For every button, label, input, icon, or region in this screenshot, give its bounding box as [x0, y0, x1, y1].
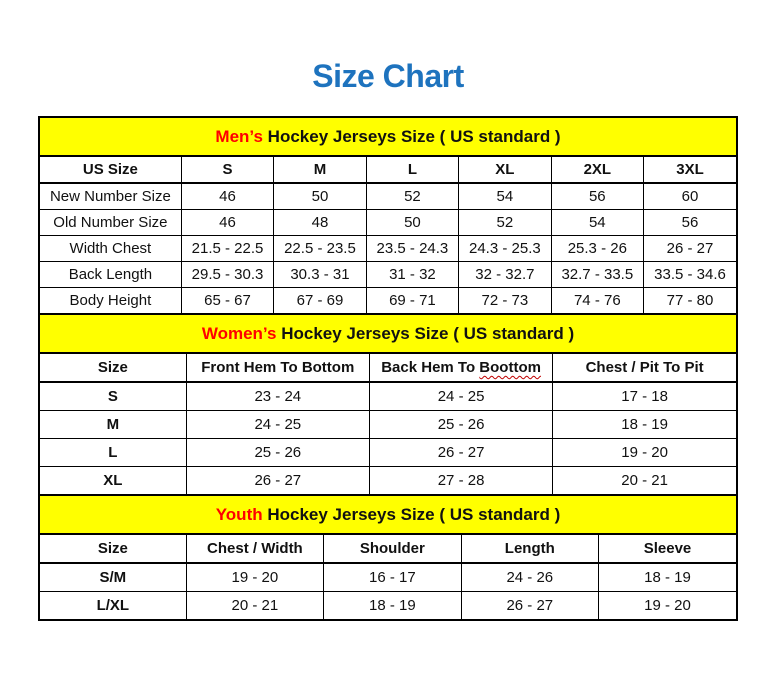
youth-band-text: Hockey Jerseys Size ( US standard ) — [262, 505, 561, 524]
size-value-cell: 72 - 73 — [459, 287, 551, 313]
size-value-cell: 50 — [274, 183, 366, 209]
size-value-cell: 26 - 27 — [369, 438, 552, 466]
table-row — [40, 591, 736, 619]
size-value-cell: 25 - 26 — [186, 438, 369, 466]
misspelled-word: Boottom — [479, 359, 541, 376]
column-header: US Size — [40, 157, 181, 183]
size-value-cell: 25 - 26 — [369, 410, 552, 438]
table-row — [40, 382, 736, 410]
size-value-cell: 24.3 - 25.3 — [459, 235, 551, 261]
row-label: L — [40, 438, 186, 466]
youth-size-table — [40, 535, 736, 619]
size-value-cell: 21.5 - 22.5 — [181, 235, 273, 261]
column-header: Length — [461, 535, 598, 563]
size-value-cell: 24 - 25 — [369, 382, 552, 410]
row-label: Old Number Size — [40, 209, 181, 235]
row-label: Back Length — [40, 261, 181, 287]
size-value-cell: 56 — [644, 209, 736, 235]
size-value-cell: 56 — [551, 183, 643, 209]
size-value-cell: 20 - 21 — [553, 466, 736, 494]
size-value-cell: 24 - 25 — [186, 410, 369, 438]
size-value-cell: 18 - 19 — [599, 563, 736, 591]
column-header-text: Back Hem To — [381, 359, 480, 376]
column-header: 2XL — [551, 157, 643, 183]
size-value-cell: 18 - 19 — [324, 591, 461, 619]
table-row — [40, 183, 736, 209]
size-value-cell: 60 — [644, 183, 736, 209]
size-value-cell: 69 - 71 — [366, 287, 458, 313]
size-value-cell: 26 - 27 — [186, 466, 369, 494]
size-value-cell: 19 - 20 — [553, 438, 736, 466]
row-label: Body Height — [40, 287, 181, 313]
mens-band-text: Hockey Jerseys Size ( US standard ) — [262, 127, 561, 146]
mens-band-highlight: Men’s — [215, 127, 263, 146]
row-label: S — [40, 382, 186, 410]
column-header: Chest / Width — [186, 535, 323, 563]
size-value-cell: 29.5 - 30.3 — [181, 261, 273, 287]
table-row — [40, 466, 736, 494]
size-value-cell: 23.5 - 24.3 — [366, 235, 458, 261]
size-value-cell: 17 - 18 — [553, 382, 736, 410]
table-row — [40, 209, 736, 235]
column-header: L — [366, 157, 458, 183]
womens-band-text: Hockey Jerseys Size ( US standard ) — [276, 324, 575, 343]
row-label: New Number Size — [40, 183, 181, 209]
size-chart-container — [38, 116, 738, 621]
column-header: Shoulder — [324, 535, 461, 563]
size-value-cell: 19 - 20 — [186, 563, 323, 591]
mens-section-header — [40, 118, 736, 157]
table-row — [40, 261, 736, 287]
size-value-cell: 20 - 21 — [186, 591, 323, 619]
row-label: Width Chest — [40, 235, 181, 261]
size-value-cell: 26 - 27 — [461, 591, 598, 619]
size-value-cell: 30.3 - 31 — [274, 261, 366, 287]
table-row — [40, 287, 736, 313]
size-value-cell: 32.7 - 33.5 — [551, 261, 643, 287]
column-header: XL — [459, 157, 551, 183]
size-value-cell: 33.5 - 34.6 — [644, 261, 736, 287]
column-header: Sleeve — [599, 535, 736, 563]
page-title: Size Chart — [312, 58, 464, 94]
row-label: S/M — [40, 563, 186, 591]
size-value-cell: 67 - 69 — [274, 287, 366, 313]
womens-band-highlight: Women’s — [201, 324, 277, 343]
table-row — [40, 410, 736, 438]
section-youth — [40, 494, 736, 619]
column-header: Size — [40, 535, 186, 563]
size-value-cell: 54 — [551, 209, 643, 235]
size-value-cell: 32 - 32.7 — [459, 261, 551, 287]
table-row — [40, 563, 736, 591]
womens-size-table — [40, 354, 736, 494]
size-value-cell: 23 - 24 — [186, 382, 369, 410]
column-header — [369, 354, 552, 382]
size-value-cell: 31 - 32 — [366, 261, 458, 287]
size-value-cell: 18 - 19 — [553, 410, 736, 438]
size-value-cell: 48 — [274, 209, 366, 235]
column-header: Chest / Pit To Pit — [553, 354, 736, 382]
size-value-cell: 27 - 28 — [369, 466, 552, 494]
size-value-cell: 52 — [366, 183, 458, 209]
table-row — [40, 235, 736, 261]
size-value-cell: 24 - 26 — [461, 563, 598, 591]
size-value-cell: 65 - 67 — [181, 287, 273, 313]
womens-header-row — [40, 354, 736, 382]
mens-size-table — [40, 157, 736, 313]
column-header: 3XL — [644, 157, 736, 183]
column-header: Front Hem To Bottom — [186, 354, 369, 382]
size-value-cell: 16 - 17 — [324, 563, 461, 591]
size-value-cell: 46 — [181, 209, 273, 235]
size-value-cell: 74 - 76 — [551, 287, 643, 313]
section-womens — [40, 313, 736, 494]
table-row — [40, 438, 736, 466]
column-header: Size — [40, 354, 186, 382]
column-header: S — [181, 157, 273, 183]
size-value-cell: 19 - 20 — [599, 591, 736, 619]
row-label: L/XL — [40, 591, 186, 619]
mens-header-row — [40, 157, 736, 183]
column-header: M — [274, 157, 366, 183]
size-value-cell: 50 — [366, 209, 458, 235]
size-value-cell: 46 — [181, 183, 273, 209]
youth-section-header — [40, 494, 736, 535]
section-mens — [40, 118, 736, 313]
size-value-cell: 77 - 80 — [644, 287, 736, 313]
row-label: XL — [40, 466, 186, 494]
size-value-cell: 22.5 - 23.5 — [274, 235, 366, 261]
youth-header-row — [40, 535, 736, 563]
womens-section-header — [40, 313, 736, 354]
size-value-cell: 26 - 27 — [644, 235, 736, 261]
size-value-cell: 54 — [459, 183, 551, 209]
row-label: M — [40, 410, 186, 438]
size-value-cell: 25.3 - 26 — [551, 235, 643, 261]
youth-band-highlight: Youth — [215, 505, 263, 524]
size-value-cell: 52 — [459, 209, 551, 235]
